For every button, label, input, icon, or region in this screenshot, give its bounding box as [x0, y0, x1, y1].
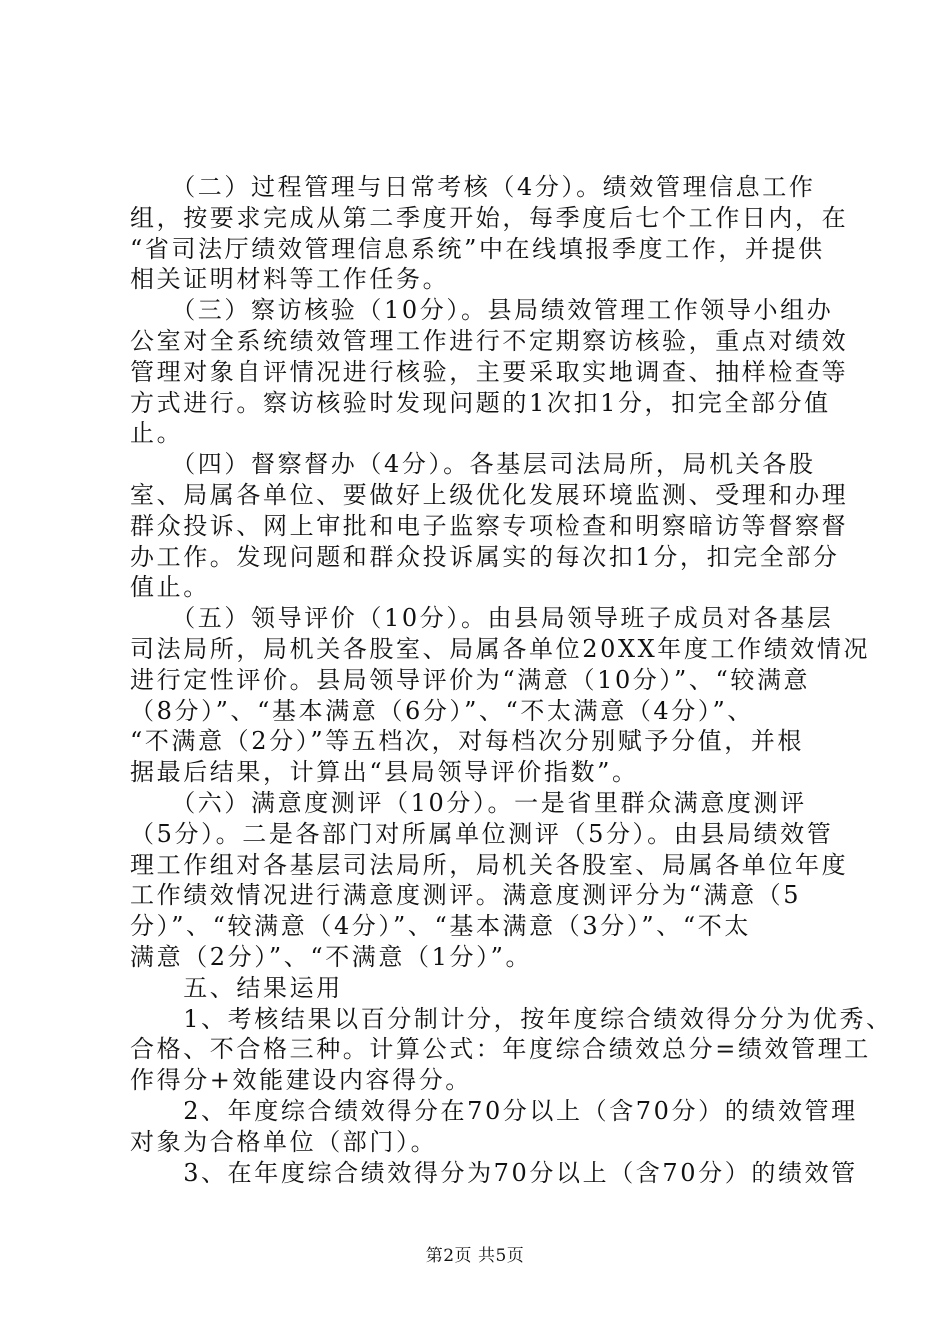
text-line: （六）满意度测评（10分）。一是省里群众满意度测评 [130, 788, 807, 817]
text-line: （二）过程管理与日常考核（4分）。绩效管理信息工作 [130, 173, 816, 201]
text-line: 分）”、“较满意（4分）”、“基本满意（3分）”、“不太 [130, 912, 751, 941]
text-line: （5分）。二是各部门对所属单位测评（5分）。由县局绩效管 [130, 819, 834, 848]
text-line: 室、局属各单位、要做好上级优化发展环境监测、受理和办理 [130, 480, 849, 509]
text-line: 组，按要求完成从第二季度开始，每季度后七个工作日内，在 [130, 203, 849, 232]
text-line: 1、考核结果以百分制计分，按年度综合绩效得分分为优秀、 [130, 1004, 893, 1033]
text-line: 3、在年度综合绩效得分为70分以上（含70分）的绩效管 [130, 1158, 858, 1187]
text-line: （四）督察督办（4分）。各基层司法局所，局机关各股 [130, 450, 816, 479]
text-line: “不满意（2分）”等五档次，对每档次分别赋予分值，并根 [130, 727, 805, 756]
page-number-label: 第2页 共5页 [425, 1246, 525, 1266]
text-line: 工作绩效情况进行满意度测评。满意度测评分为“满意（5 [130, 881, 802, 910]
text-line: 满意（2分）”、“不满意（1分）”。 [130, 942, 533, 971]
text-line: （三）察访核验（10分）。县局绩效管理工作领导小组办 [130, 296, 834, 325]
text-line: 作得分+效能建设内容得分。 [130, 1066, 472, 1095]
text-line: 方式进行。察访核验时发现问题的1次扣1分，扣完全部分值 [130, 388, 831, 417]
text-line: “省司法厅绩效管理信息系统”中在线填报季度工作，并提供 [130, 234, 825, 263]
section-heading: 五、结果运用 [130, 973, 343, 1002]
text-line: （8分）”、“基本满意（6分）”、“不太满意（4分）”、 [130, 696, 754, 725]
text-line: 合格、不合格三种。计算公式：年度综合绩效总分=绩效管理工 [130, 1035, 871, 1064]
text-line: 止。 [130, 419, 184, 448]
text-line: 管理对象自评情况进行核验，主要采取实地调查、抽样检查等 [130, 357, 849, 386]
text-line: 办工作。发现问题和群众投诉属实的每次扣1分，扣完全部分 [130, 542, 840, 571]
text-line: 据最后结果，计算出“县局领导评价指数”。 [130, 758, 639, 787]
document-body [130, 172, 893, 1188]
text-line: 进行定性评价。县局领导评价为“满意（10分）”、“较满意 [130, 665, 811, 694]
text-line: 公室对全系统绩效管理工作进行不定期察访核验，重点对绩效 [130, 326, 849, 355]
text-line: 理工作组对各基层司法局所，局机关各股室、局属各单位年度 [130, 850, 849, 879]
text-line: 值止。 [130, 573, 210, 602]
page-footer [0, 1244, 950, 1268]
text-line: 群众投诉、网上审批和电子监察专项检查和明察暗访等督察督 [130, 511, 849, 540]
text-line: 相关证明材料等工作任务。 [130, 265, 450, 294]
text-line: 2、年度综合绩效得分在70分以上（含70分）的绩效管理 [130, 1096, 858, 1125]
text-line: 对象为合格单位（部门）。 [130, 1127, 438, 1156]
text-line: （五）领导评价（10分）。由县局领导班子成员对各基层 [130, 604, 834, 633]
text-line: 司法局所，局机关各股室、局属各单位20XX年度工作绩效情况 [130, 634, 871, 663]
